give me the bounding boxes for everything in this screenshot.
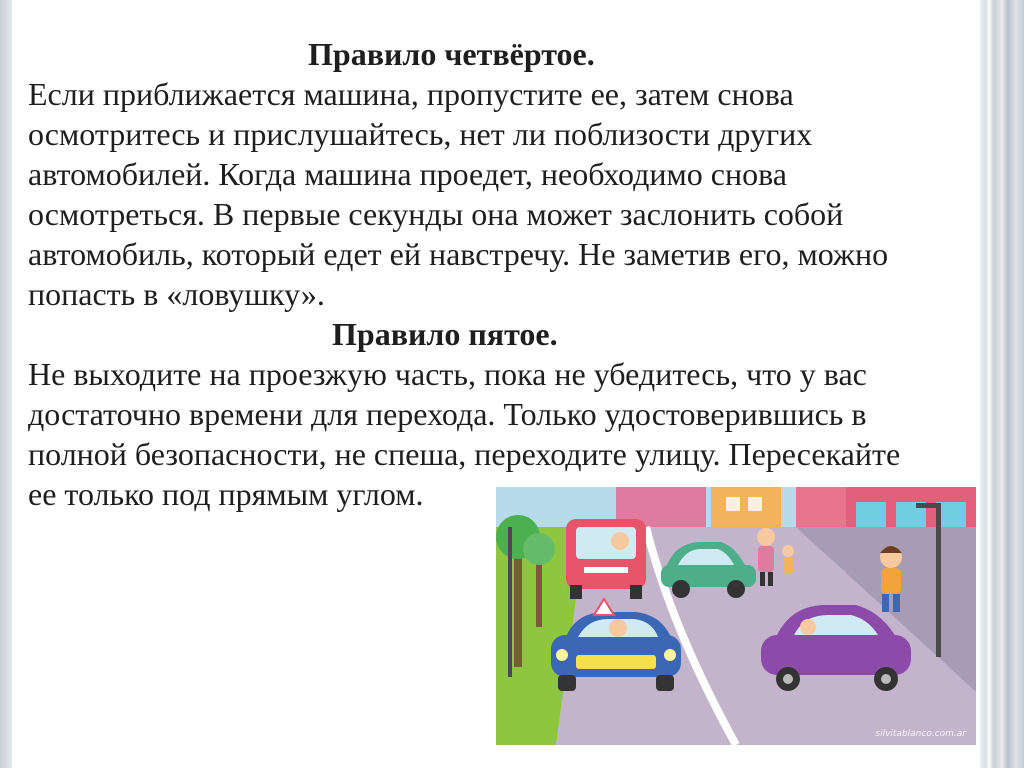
- rule5-line: полной безопасности, не спеша, переходите улицу. Пересекайте: [28, 436, 901, 472]
- rule5-title: Правило пятое.: [332, 316, 558, 352]
- rule4-title: Правило четвёртое.: [308, 36, 595, 72]
- illustration-watermark: silvitablanco.com.ar: [875, 729, 966, 739]
- slide-frame-right: [980, 0, 1024, 768]
- slide-text: [28, 34, 978, 514]
- slide-frame-left: [0, 0, 12, 768]
- bus: [566, 519, 646, 599]
- rule4-line: автомобилей. Когда машина проедет, необходимо снова: [28, 156, 787, 192]
- rule4-line: осмотреться. В первые секунды она может заслонить собой: [28, 196, 844, 232]
- rule4-line: попасть в «ловушку».: [28, 276, 325, 312]
- street-scene-drawing: [496, 487, 976, 745]
- rule4-line: автомобиль, который едет ей навстречу. Не заметив его, можно: [28, 236, 889, 272]
- rule5-line: Не выходите на проезжую часть, пока не убедитесь, что у вас: [28, 356, 867, 392]
- street-scene-illustration: [496, 487, 976, 745]
- rule5-line: достаточно времени для перехода. Только удостоверившись в: [28, 396, 867, 432]
- rule4-line: Если приближается машина, пропустите ее, затем снова: [28, 76, 794, 112]
- rule5-line: ее только под прямым углом.: [28, 476, 424, 512]
- rule4-line: осмотритесь и прислушайтесь, нет ли поблизости других: [28, 116, 813, 152]
